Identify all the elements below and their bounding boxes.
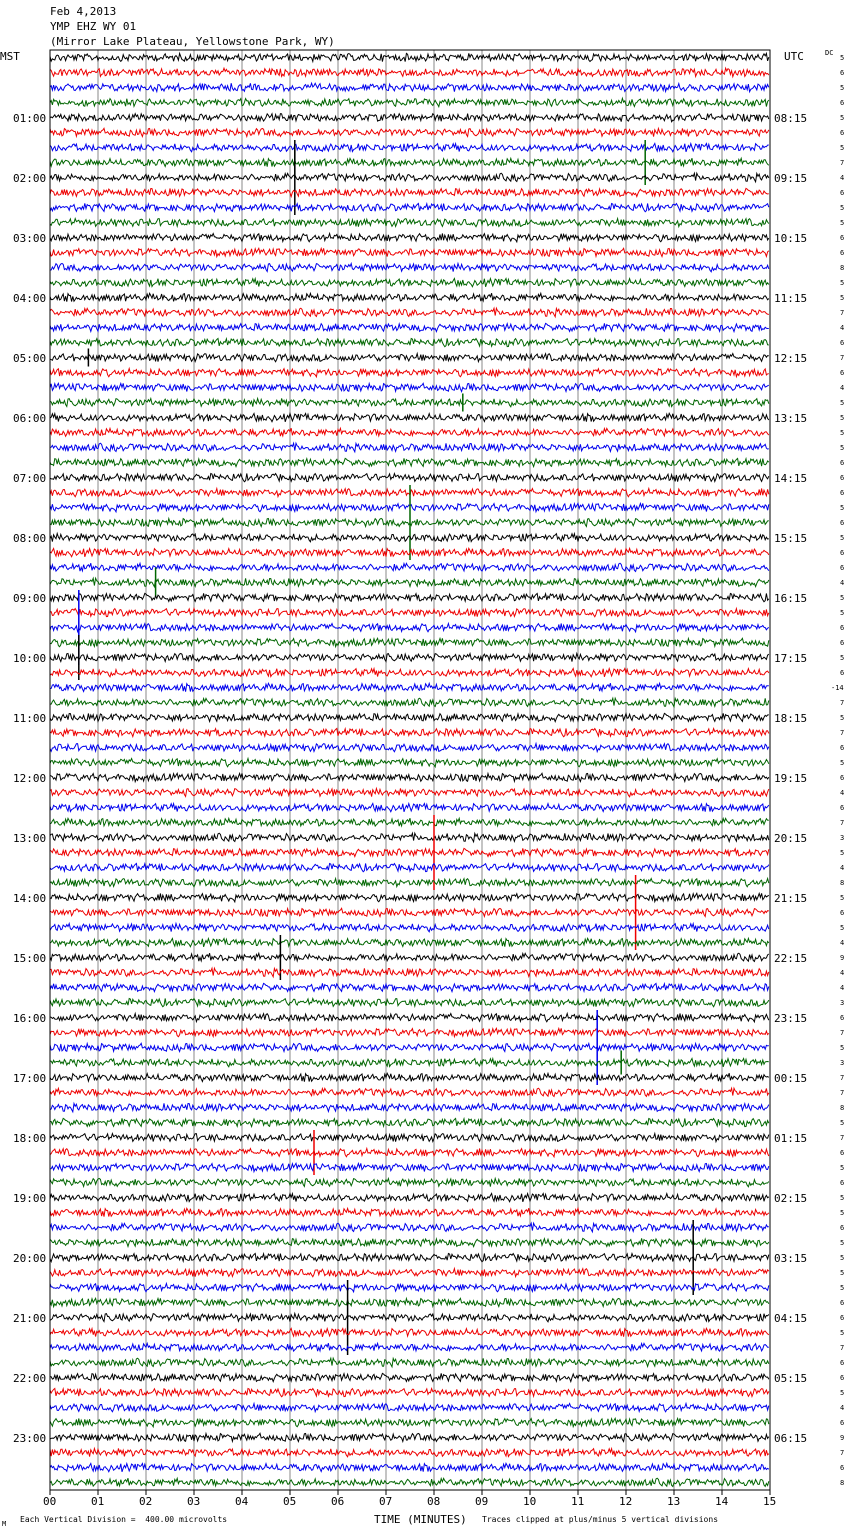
dc-offset-value: 6	[840, 1418, 845, 1427]
trace-row-86	[50, 1343, 769, 1351]
trace-row-84	[50, 1313, 769, 1321]
trace-row-73	[50, 1149, 769, 1157]
mst-hour-label: 02:00	[13, 171, 47, 185]
dc-offset-value: 7	[840, 1088, 845, 1097]
mst-hour-label: 14:00	[13, 891, 47, 905]
dc-offset-value: 5	[840, 1238, 845, 1247]
dc-offset-value: 5	[840, 1388, 845, 1397]
trace-row-26	[50, 443, 769, 452]
utc-hour-label: 17:15	[774, 651, 808, 665]
x-tick-label-15: 15	[763, 1495, 777, 1508]
utc-hour-label: 13:15	[774, 411, 808, 425]
trace-row-0	[50, 53, 769, 61]
trace-row-68	[50, 1073, 769, 1082]
dc-offset-value: 5	[840, 848, 845, 857]
dc-offset-value: 5	[840, 143, 845, 152]
dc-offset-value: 6	[840, 1298, 845, 1307]
utc-hour-label: 10:15	[774, 231, 808, 245]
utc-hour-label: 08:15	[774, 111, 808, 125]
utc-hour-label: 09:15	[774, 171, 808, 185]
mst-hour-label: 16:00	[13, 1011, 47, 1025]
dc-offset-value: -14	[831, 683, 844, 692]
dc-offset-value: 5	[840, 608, 845, 617]
dc-offset-value: 6	[840, 563, 845, 572]
dc-offset-value: 6	[840, 1223, 845, 1232]
dc-offset-value: 5	[840, 1268, 845, 1277]
dc-offset-value: 7	[840, 353, 845, 362]
trace-row-57	[50, 908, 769, 916]
trace-row-87	[50, 1358, 769, 1367]
trace-row-81	[50, 1269, 769, 1277]
dc-offset-value: 5	[840, 923, 845, 932]
dc-offset-value: 6	[840, 1013, 845, 1022]
dc-offset-value: 6	[840, 1178, 845, 1187]
dc-offset-value: 5	[840, 1208, 845, 1217]
trace-row-19	[50, 338, 769, 346]
x-tick-label-13: 13	[667, 1495, 681, 1508]
trace-row-46	[50, 744, 769, 752]
mst-hour-label: 09:00	[13, 591, 47, 605]
trace-row-66	[50, 1043, 769, 1051]
dc-offset-value: 8	[840, 263, 845, 272]
dc-offset-value: 8	[840, 1478, 845, 1487]
trace-row-74	[50, 1163, 769, 1171]
dc-offset-value: 5	[840, 653, 845, 662]
trace-row-13	[50, 248, 769, 256]
dc-offset-value: 4	[840, 1403, 845, 1412]
mst-hour-label: 08:00	[13, 531, 47, 545]
x-axis-ticks	[50, 1490, 770, 1495]
dc-offset-value: 6	[840, 458, 845, 467]
dc-offset-value: 6	[840, 98, 845, 107]
dc-offset-value: 4	[840, 173, 845, 182]
mst-hour-label: 10:00	[13, 651, 47, 665]
dc-offset-value: 8	[840, 1103, 845, 1112]
x-tick-label-08: 08	[427, 1495, 441, 1508]
x-tick-label-11: 11	[571, 1495, 585, 1508]
trace-row-58	[50, 923, 769, 931]
trace-row-94	[50, 1463, 769, 1472]
x-tick-label-06: 06	[331, 1495, 345, 1508]
utc-hour-label: 14:15	[774, 471, 808, 485]
trace-row-43	[50, 698, 769, 707]
utc-hour-label: 22:15	[774, 951, 808, 965]
x-tick-label-01: 01	[91, 1495, 105, 1508]
dc-offset-value: 5	[840, 203, 845, 212]
trace-row-89	[50, 1388, 769, 1396]
utc-hour-label: 05:15	[774, 1371, 808, 1385]
dc-offset-value: 5	[840, 1283, 845, 1292]
utc-hour-label: 23:15	[774, 1011, 808, 1025]
x-tick-label-12: 12	[619, 1495, 633, 1508]
trace-row-92	[50, 1433, 769, 1441]
dc-offset-value: 5	[840, 83, 845, 92]
clip-note: Traces clipped at plus/minus 5 vertical divisions	[482, 1515, 719, 1524]
utc-hour-label: 06:15	[774, 1431, 808, 1445]
dc-offset-value: 9	[840, 1433, 845, 1442]
dc-offset-value: 6	[840, 773, 845, 782]
dc-offset-value: 3	[840, 833, 845, 842]
dc-offset-value: 6	[840, 1463, 845, 1472]
trace-row-77	[50, 1208, 769, 1217]
dc-offset-value: 5	[840, 1193, 845, 1202]
dc-offset-value: 9	[840, 953, 845, 962]
dc-offset-value: 7	[840, 1028, 845, 1037]
mst-hour-label: 11:00	[13, 711, 47, 725]
dc-offset-value: 5	[840, 1253, 845, 1262]
dc-offset-value: 5	[840, 593, 845, 602]
trace-row-54	[50, 863, 769, 871]
trace-row-78	[50, 1223, 769, 1232]
chart-date: Feb 4,2013	[50, 5, 117, 18]
trace-row-22	[50, 383, 769, 391]
dc-offset-value: 4	[840, 383, 845, 392]
dc-offset-value: 4	[840, 968, 845, 977]
trace-row-47	[50, 759, 769, 767]
x-axis-title: TIME (MINUTES)	[374, 1513, 467, 1526]
trace-row-34	[50, 563, 769, 571]
dc-offset-value: 6	[840, 488, 845, 497]
dc-offset-value: 6	[840, 68, 845, 77]
trace-row-88	[50, 1373, 769, 1381]
trace-row-70	[50, 1103, 769, 1112]
dc-offset-value: 7	[840, 818, 845, 827]
dc-offset-value: 5	[840, 893, 845, 902]
dc-offset-value: 6	[840, 368, 845, 377]
mst-hour-label: 17:00	[13, 1071, 47, 1085]
trace-row-42	[50, 683, 769, 692]
dc-offset-value: 6	[840, 518, 845, 527]
dc-offset-value: 3	[840, 998, 845, 1007]
dc-offset-value: 5	[840, 413, 845, 422]
trace-row-67	[50, 1059, 769, 1067]
trace-row-1	[50, 68, 769, 77]
dc-offset-value: 7	[840, 1133, 845, 1142]
dc-offset-value: 6	[840, 803, 845, 812]
trace-row-18	[50, 323, 769, 331]
trace-row-59	[50, 938, 769, 947]
trace-row-16	[50, 293, 769, 302]
trace-row-75	[50, 1178, 769, 1186]
trace-row-24	[50, 413, 769, 422]
trace-row-14	[50, 263, 769, 271]
utc-hour-label: 03:15	[774, 1251, 808, 1265]
dc-offset-value: 6	[840, 233, 845, 242]
dc-offset-value: 7	[840, 728, 845, 737]
x-tick-label-10: 10	[523, 1495, 537, 1508]
x-tick-label-14: 14	[715, 1495, 729, 1508]
trace-row-53	[50, 848, 769, 856]
x-tick-label-09: 09	[475, 1495, 489, 1508]
dc-offset-value: 4	[840, 323, 845, 332]
trace-row-91	[50, 1418, 769, 1427]
trace-row-49	[50, 788, 769, 796]
trace-row-39	[50, 638, 769, 646]
mst-hour-label: 06:00	[13, 411, 47, 425]
dc-offset-value: 5	[840, 53, 845, 62]
mst-hour-label: 04:00	[13, 291, 47, 305]
dc-offset-value: 5	[840, 1043, 845, 1052]
dc-offset-value: 5	[840, 398, 845, 407]
dc-offset-value: 5	[840, 293, 845, 302]
left-axis-label: MST	[0, 50, 20, 63]
trace-row-5	[50, 128, 769, 136]
dc-offset-value: 6	[840, 188, 845, 197]
trace-row-15	[50, 279, 769, 287]
trace-row-2	[50, 83, 769, 92]
trace-row-4	[50, 114, 769, 122]
trace-row-56	[50, 893, 769, 902]
x-tick-label-05: 05	[283, 1495, 297, 1508]
utc-hour-label: 16:15	[774, 591, 808, 605]
trace-row-72	[50, 1134, 769, 1142]
mst-hour-label: 12:00	[13, 771, 47, 785]
trace-row-37	[50, 609, 769, 617]
dc-offset-value: 5	[840, 113, 845, 122]
scale-note: Each Vertical Division = 400.00 microvolts	[20, 1515, 228, 1524]
trace-row-41	[50, 669, 769, 677]
mst-hour-label: 19:00	[13, 1191, 47, 1205]
trace-row-21	[50, 369, 769, 377]
trace-row-60	[50, 953, 769, 961]
mst-hour-label: 07:00	[13, 471, 47, 485]
trace-row-82	[50, 1284, 769, 1292]
trace-row-61	[50, 968, 769, 977]
dc-label: DC	[825, 49, 834, 57]
dc-offset-value: 5	[840, 533, 845, 542]
utc-hour-label: 21:15	[774, 891, 808, 905]
utc-hour-label: 20:15	[774, 831, 808, 845]
utc-hour-label: 01:15	[774, 1131, 808, 1145]
dc-offset-value: 6	[840, 668, 845, 677]
seismic-traces	[50, 53, 769, 1486]
trace-row-23	[50, 398, 769, 406]
mst-hour-label: 13:00	[13, 831, 47, 845]
dc-offset-value: 5	[840, 218, 845, 227]
trace-row-80	[50, 1253, 769, 1261]
dc-offset-value: 6	[840, 638, 845, 647]
dc-offset-value: 6	[840, 1313, 845, 1322]
trace-row-45	[50, 728, 769, 736]
mst-hour-label: 03:00	[13, 231, 47, 245]
trace-row-40	[50, 653, 769, 661]
mst-hour-label: 01:00	[13, 111, 47, 125]
right-axis-label: UTC	[784, 50, 804, 63]
dc-offset-value: 6	[840, 473, 845, 482]
mst-hour-label: 20:00	[13, 1251, 47, 1265]
dc-offset-value: 4	[840, 938, 845, 947]
utc-hour-label: 04:15	[774, 1311, 808, 1325]
trace-row-8	[50, 173, 769, 182]
dc-offset-value: 8	[840, 878, 845, 887]
dc-offset-value: 6	[840, 548, 845, 557]
dc-offset-value: 5	[840, 713, 845, 722]
dc-offset-value: 6	[840, 1358, 845, 1367]
trace-row-85	[50, 1328, 769, 1337]
trace-row-11	[50, 219, 769, 227]
x-tick-label-04: 04	[235, 1495, 249, 1508]
x-tick-label-02: 02	[139, 1495, 153, 1508]
utc-hour-label: 11:15	[774, 291, 808, 305]
trace-row-12	[50, 234, 769, 242]
utc-hour-label: 00:15	[774, 1071, 808, 1085]
trace-row-48	[50, 773, 769, 781]
trace-row-7	[50, 158, 769, 167]
trace-row-3	[50, 98, 769, 106]
trace-row-65	[50, 1028, 769, 1036]
trace-row-50	[50, 804, 769, 812]
trace-row-25	[50, 428, 769, 436]
dc-offset-value: 7	[840, 1343, 845, 1352]
dc-offset-value: 6	[840, 248, 845, 257]
dc-offset-value: 5	[840, 278, 845, 287]
trace-row-76	[50, 1194, 769, 1202]
trace-row-55	[50, 879, 769, 887]
x-tick-label-07: 07	[379, 1495, 393, 1508]
trace-row-35	[50, 578, 769, 587]
dc-offset-value: 7	[840, 308, 845, 317]
trace-row-44	[50, 713, 769, 721]
utc-hour-label: 12:15	[774, 351, 808, 365]
mst-hour-label: 23:00	[13, 1431, 47, 1445]
trace-row-17	[50, 308, 769, 317]
trace-row-28	[50, 473, 769, 481]
trace-row-36	[50, 593, 769, 601]
trace-row-51	[50, 818, 769, 826]
trace-row-93	[50, 1448, 769, 1456]
trace-row-38	[50, 624, 769, 632]
dc-offset-value: 6	[840, 338, 845, 347]
dc-offset-value: 5	[840, 443, 845, 452]
trace-row-79	[50, 1238, 769, 1246]
dc-offset-value: 5	[840, 428, 845, 437]
dc-offset-value: 6	[840, 743, 845, 752]
trace-row-90	[50, 1404, 769, 1412]
dc-offset-value: 4	[840, 983, 845, 992]
mst-hour-label: 05:00	[13, 351, 47, 365]
trace-row-63	[50, 998, 769, 1006]
chart-station: YMP EHZ WY 01	[50, 20, 137, 33]
utc-hour-label: 02:15	[774, 1191, 808, 1205]
trace-row-52	[50, 833, 769, 842]
dc-offset-value: 6	[840, 908, 845, 917]
mst-hour-label: 22:00	[13, 1371, 47, 1385]
trace-row-62	[50, 983, 769, 991]
corner-mark: M	[2, 1520, 7, 1528]
dc-offset-value: 7	[840, 1448, 845, 1457]
utc-hour-label: 19:15	[774, 771, 808, 785]
trace-row-69	[50, 1088, 769, 1096]
dc-offset-value: 6	[840, 1373, 845, 1382]
dc-offset-value: 7	[840, 1073, 845, 1082]
mst-hour-label: 18:00	[13, 1131, 47, 1145]
dc-offset-value: 5	[840, 1118, 845, 1127]
dc-offset-value: 6	[840, 1148, 845, 1157]
chart-location: (Mirror Lake Plateau, Yellowstone Park, WY)	[50, 35, 335, 48]
trace-row-64	[50, 1014, 769, 1022]
dc-offset-value: 5	[840, 503, 845, 512]
dc-offset-value: 7	[840, 158, 845, 167]
utc-hour-label: 18:15	[774, 711, 808, 725]
x-tick-label-00: 00	[43, 1495, 57, 1508]
trace-row-71	[50, 1118, 769, 1126]
dc-offset-value: 5	[840, 758, 845, 767]
dc-offset-value: 5	[840, 1328, 845, 1337]
dc-offset-value: 7	[840, 698, 845, 707]
mst-hour-label: 21:00	[13, 1311, 47, 1325]
dc-offset-value: 4	[840, 578, 845, 587]
mst-hour-label: 15:00	[13, 951, 47, 965]
trace-row-9	[50, 188, 769, 196]
dc-offset-value: 4	[840, 788, 845, 797]
x-tick-label-03: 03	[187, 1495, 201, 1508]
trace-row-20	[50, 354, 769, 362]
dc-offset-value: 3	[840, 1058, 845, 1067]
dc-offset-value: 6	[840, 623, 845, 632]
trace-row-27	[50, 458, 769, 466]
trace-row-10	[50, 203, 769, 211]
trace-row-95	[50, 1478, 769, 1486]
trace-row-83	[50, 1298, 769, 1306]
dc-offset-value: 5	[840, 1163, 845, 1172]
trace-row-6	[50, 144, 769, 152]
utc-hour-label: 15:15	[774, 531, 808, 545]
dc-offset-value: 6	[840, 128, 845, 137]
dc-offset-value: 4	[840, 863, 845, 872]
